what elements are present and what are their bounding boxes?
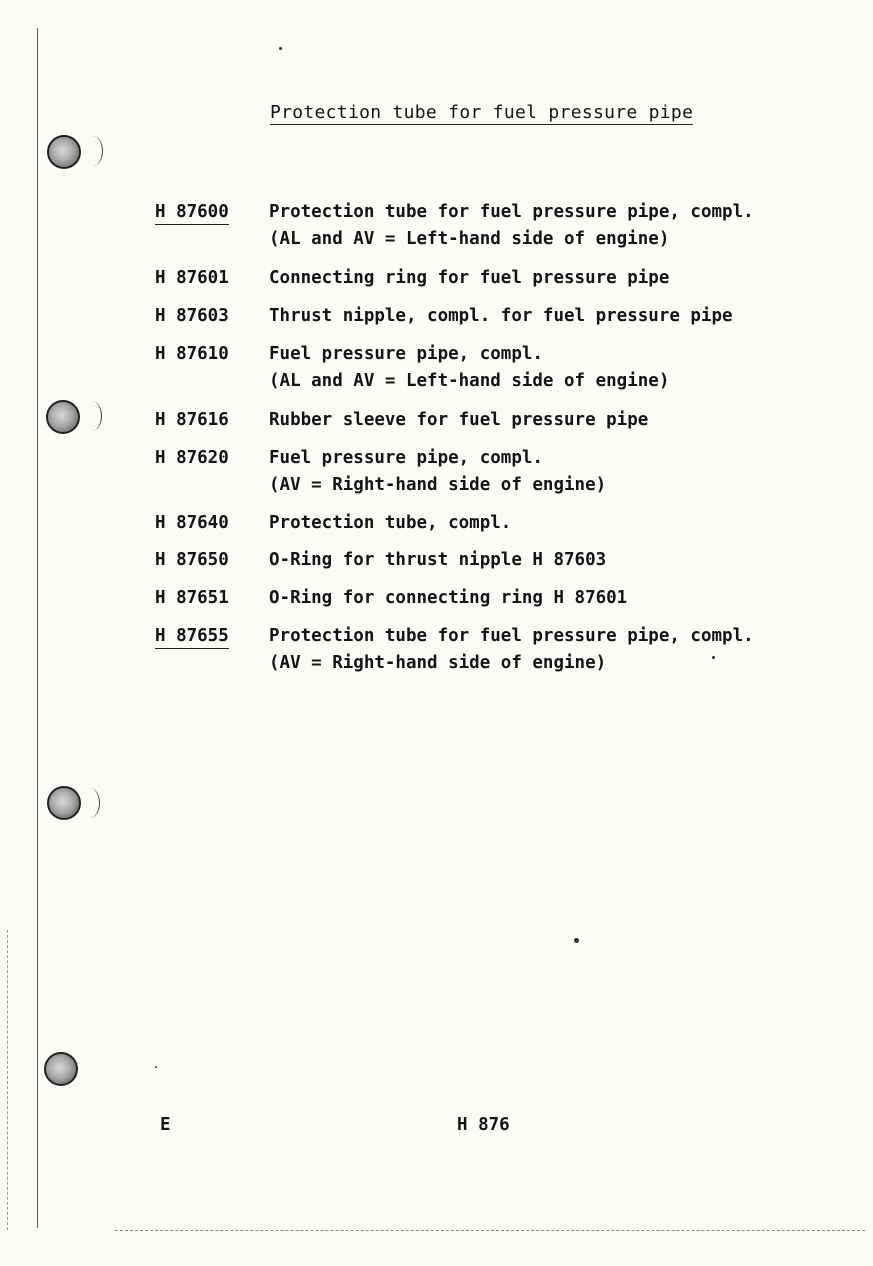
bottom-edge-line [115,1230,865,1231]
part-description-line: (AV = Right-hand side of engine) [269,475,607,495]
part-description [269,407,860,434]
punch-hole-icon [44,1052,78,1086]
part-row [155,341,860,395]
part-description-line: Thrust nipple, compl. for fuel pressure pipe [269,306,733,326]
part-number-text: H 87620 [155,448,229,468]
part-description-line: Fuel pressure pipe, compl. [269,448,543,468]
edge-line [7,930,8,1230]
part-row [155,265,860,292]
part-row [155,303,860,330]
part-description-line: Rubber sleeve for fuel pressure pipe [269,410,649,430]
part-description [269,265,860,292]
punch-hole-icon [47,135,81,169]
part-row [155,407,860,434]
part-number [155,341,269,368]
part-number-text: H 87640 [155,513,229,533]
part-description-line: (AL and AV = Left-hand side of engine) [269,229,670,249]
part-description [269,547,860,574]
part-description [269,585,860,612]
speck [155,1066,157,1068]
part-description [269,199,860,253]
part-number [155,407,269,434]
margin-line [37,28,38,1228]
speck [574,938,579,943]
part-description-line: (AL and AV = Left-hand side of engine) [269,371,670,391]
part-description-line: (AV = Right-hand side of engine) [269,653,607,673]
part-number-text: H 87610 [155,344,229,364]
part-description-line: Protection tube for fuel pressure pipe, compl. [269,202,754,222]
part-description-line: O-Ring for thrust nipple H 87603 [269,550,607,570]
part-description-line: Protection tube for fuel pressure pipe, compl. [269,626,754,646]
part-description-line: Fuel pressure pipe, compl. [269,344,543,364]
footer-page-code: H 876 [457,1115,510,1135]
part-description-line: Connecting ring for fuel pressure pipe [269,268,670,288]
speck [279,47,282,50]
part-number-text: H 87655 [155,626,229,649]
punch-hole-icon [47,786,81,820]
punch-hole-shadow-icon [83,136,103,166]
part-number [155,510,269,537]
punch-hole-shadow-icon [80,788,100,818]
part-number-text: H 87616 [155,410,229,430]
part-description [269,303,860,330]
part-row [155,623,860,677]
part-number-text: H 87600 [155,202,229,225]
page-title: Protection tube for fuel pressure pipe [270,102,694,123]
part-description [269,623,860,677]
part-number [155,547,269,574]
part-number [155,585,269,612]
part-description [269,510,860,537]
part-description [269,341,860,395]
part-number [155,623,269,650]
part-number-text: H 87601 [155,268,229,288]
part-number-text: H 87603 [155,306,229,326]
part-row [155,585,860,612]
parts-list [155,188,860,677]
part-description-line: Protection tube, compl. [269,513,512,533]
part-number [155,199,269,226]
part-description-line: O-Ring for connecting ring H 87601 [269,588,628,608]
part-row [155,510,860,537]
part-number [155,445,269,472]
punch-hole-icon [46,400,80,434]
part-number-text: H 87651 [155,588,229,608]
part-row [155,445,860,499]
part-number [155,265,269,292]
punch-hole-shadow-icon [82,401,102,431]
part-description [269,445,860,499]
part-row [155,199,860,253]
part-number-text: H 87650 [155,550,229,570]
footer-language: E [160,1115,171,1135]
part-row [155,547,860,574]
part-number [155,303,269,330]
